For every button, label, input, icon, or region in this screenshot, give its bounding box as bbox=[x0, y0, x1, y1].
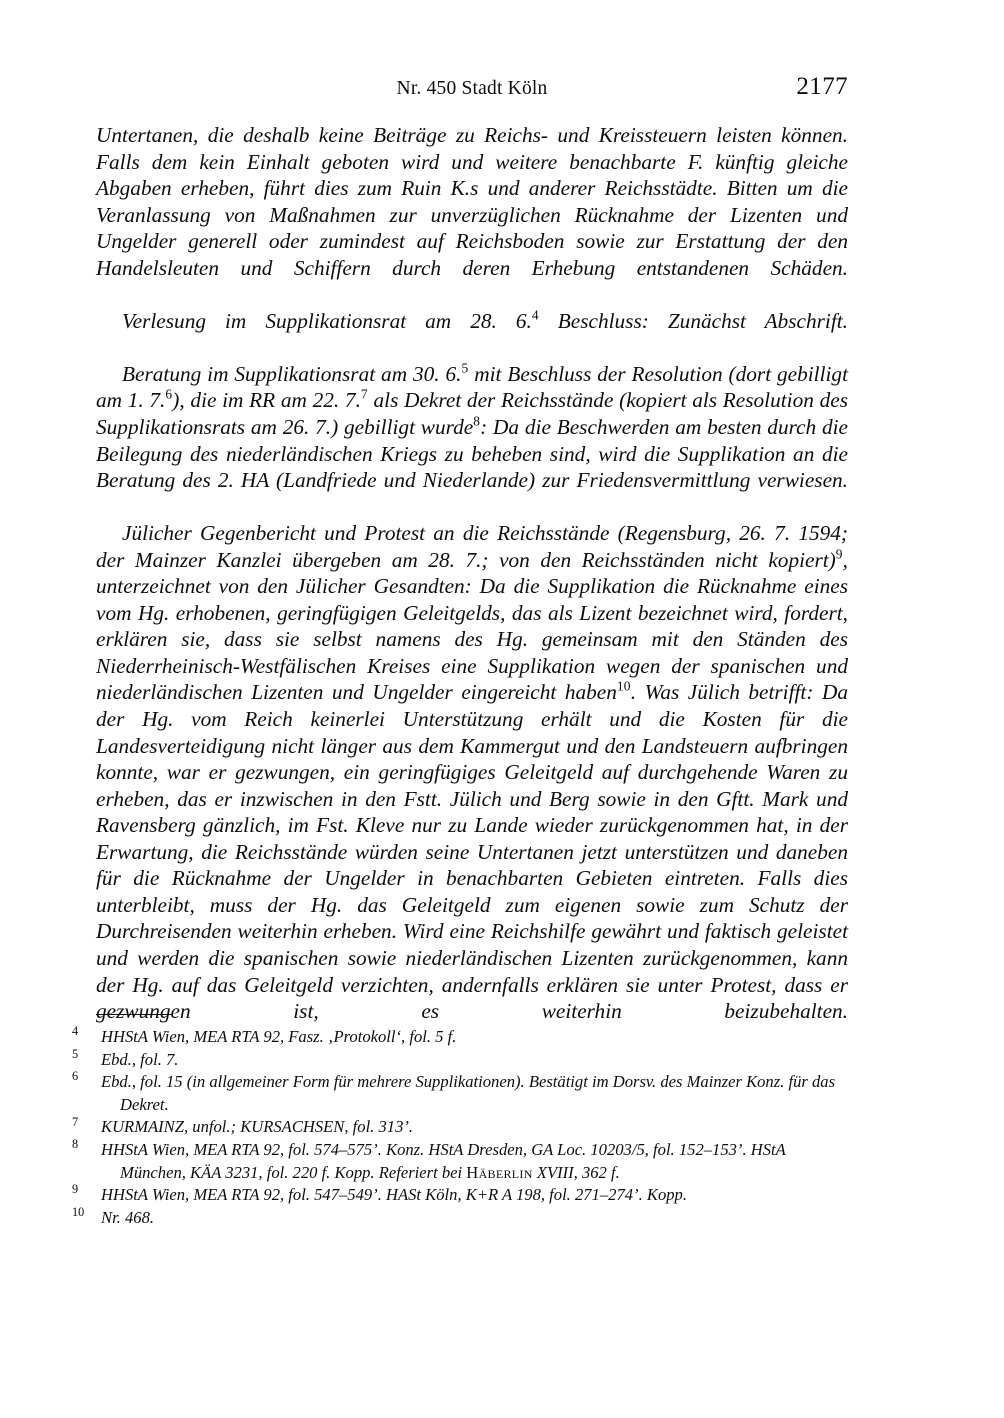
footnote-list bbox=[72, 1024, 848, 1229]
footnote-item-9: 9 HHStA Wien, MEA RTA 92, fol. 547–549’. HASt Köln, K+R A 198, fol. 271–274’. Kopp. bbox=[72, 1182, 687, 1205]
footnote-reference-7[interactable]: 7 bbox=[360, 387, 368, 403]
footnote-separator-rule bbox=[96, 1014, 172, 1015]
body-paragraph: Beratung im Supplikationsrat am 30. 6.$^5$ mit Beschluss der Resolution (dort gebilligt am 1. 7.$^6$), die im RR am 22. 7.$^7$ als Dekret der Reichsstände (kopiert als Resolution des Supplikationsrats am 26. 7.) gebilligt wurde$^8$: Da die Beschwerden am besten durch die Beilegung des niederländischen Kriegs zu beheben sind, wird die Supplikation an die Beratung des 2. HA (Landfriede und Niederlande) zur Friedensvermittlung verwiesen. bbox=[96, 360, 849, 493]
footnote-reference-10[interactable]: 10 bbox=[616, 679, 631, 695]
body-paragraph: Jülicher Gegenbericht und Protest an die Reichsstände (Regensburg, 26. 7. 1594; der Mainzer Kanzlei übergeben am 28. 7.; von den Reichsständen nicht kopiert)$^9$, unterzeichnet von den Jülicher Gesandten: Da die Supplikation die Rücknahme eines vom Hg. erhobenen, geringfügigen Geleitgelds, das als Lizent bezeichnet wird, fordert, erklären sie, dass sie selbst namens des Hg. gemeinsam mit den Ständen des Niederrheinisch-Westfälischen Kreises eine Supplikation wegen der spanischen und niederländischen Lizenten und Ungelder eingereicht haben$^{10}$. Was Jülich betrifft: Da der Hg. vom Reich keinerlei Unterstützung erhält und die Kosten für die Landesverteidigung nicht länger aus dem Kammergut und den Landsteuern aufbringen konnte, war er gezwungen, ein geringfügiges Geleitgeld auf durchgehende Waren zu erheben, das er inzwischen in den Fstt. Jülich und Berg sowie in den Gftt. Mark und Ravensberg gänzlich, im Fst. Kleve nur zu Lande wieder zurückgenommen hat, in der Erwartung, die Reichsstände würden seine Untertanen jetzt unterstützen und daneben für die Rücknahme der Ungelder in benachbarten Gebieten eintreten. Falls dies unterbleibt, muss der Hg. das Geleitgeld zum eigenen sowie zum Schutz der Durchreisenden weiterhin erheben. Wird eine Reichshilfe gewährt und faktisch geleistet und werden die spanischen sowie niederländischen Lizenten zurückgenommen, kann der Hg. auf das Geleitgeld verzichten, andernfalls erklären sie unter Protest, dass er gezwungen ist, es weiterhin beizubehalten. bbox=[96, 521, 848, 1024]
footnote-reference-8[interactable]: 8 bbox=[473, 413, 481, 429]
footnote-item-5: 5 Ebd., fol. 7. bbox=[72, 1046, 179, 1069]
page-number: 2177 bbox=[796, 73, 848, 100]
footnote-reference-6[interactable]: 6 bbox=[165, 387, 173, 403]
footnote-reference-9[interactable]: 9 bbox=[835, 546, 843, 562]
footnote-item-6: 6 Ebd., fol. 15 (in allgemeiner Form für mehrere Supplikationen). Bestätigt im Dorsv. des Mainzer Konz. für das Dekret. bbox=[72, 1069, 836, 1114]
small-caps-name: Häberlin bbox=[466, 1162, 533, 1182]
running-head-title: Nr. 450 Stadt Köln bbox=[396, 78, 548, 99]
body-paragraph: Untertanen, die deshalb keine Beiträge zu Reichs- und Kreissteuern leisten können. Falls dem kein Einhalt geboten wird und weitere benachbarte F. künftig gleiche Abgaben erheben, führt dies zum Ruin K.s und anderer Reichsstädte. Bitten um die Veranlassung von Maßnahmen zur unverzüglichen Rücknahme der Lizenten und Ungelder generell oder zumindest auf Reichsboden sowie zur Erstattung der den Handelsleuten und Schiffern durch deren Erhebung entstandenen Schäden. bbox=[96, 123, 848, 280]
footnote-item-7: 7 KURMAINZ, unfol.; KURSACHSEN, fol. 313’. bbox=[72, 1114, 414, 1137]
footnote-reference-5[interactable]: 5 bbox=[461, 360, 469, 376]
running-head bbox=[96, 73, 848, 102]
body-text bbox=[72, 122, 849, 1051]
footnote-item-4: 4 HHStA Wien, MEA RTA 92, Fasz. ‚Protokoll‘, fol. 5 f. bbox=[72, 1024, 457, 1046]
footnote-item-8: 8 HHStA Wien, MEA RTA 92, fol. 574–575’. Konz. HStA Dresden, GA Loc. 10203/5, fol. 152–153’. HStA München, KÄA 3231, fol. 220 f. Kopp. Referiert bei Häberlin XVIII, 362 f. bbox=[72, 1137, 786, 1182]
body-paragraph: Verlesung im Supplikationsrat am 28. 6.$^4$ Beschluss: Zunächst Abschrift. bbox=[122, 307, 848, 333]
footnote-reference-4[interactable]: 4 bbox=[531, 307, 539, 323]
footnote-apparatus bbox=[72, 1014, 848, 1229]
footnote-item-10: 10 Nr. 468. bbox=[72, 1204, 155, 1227]
